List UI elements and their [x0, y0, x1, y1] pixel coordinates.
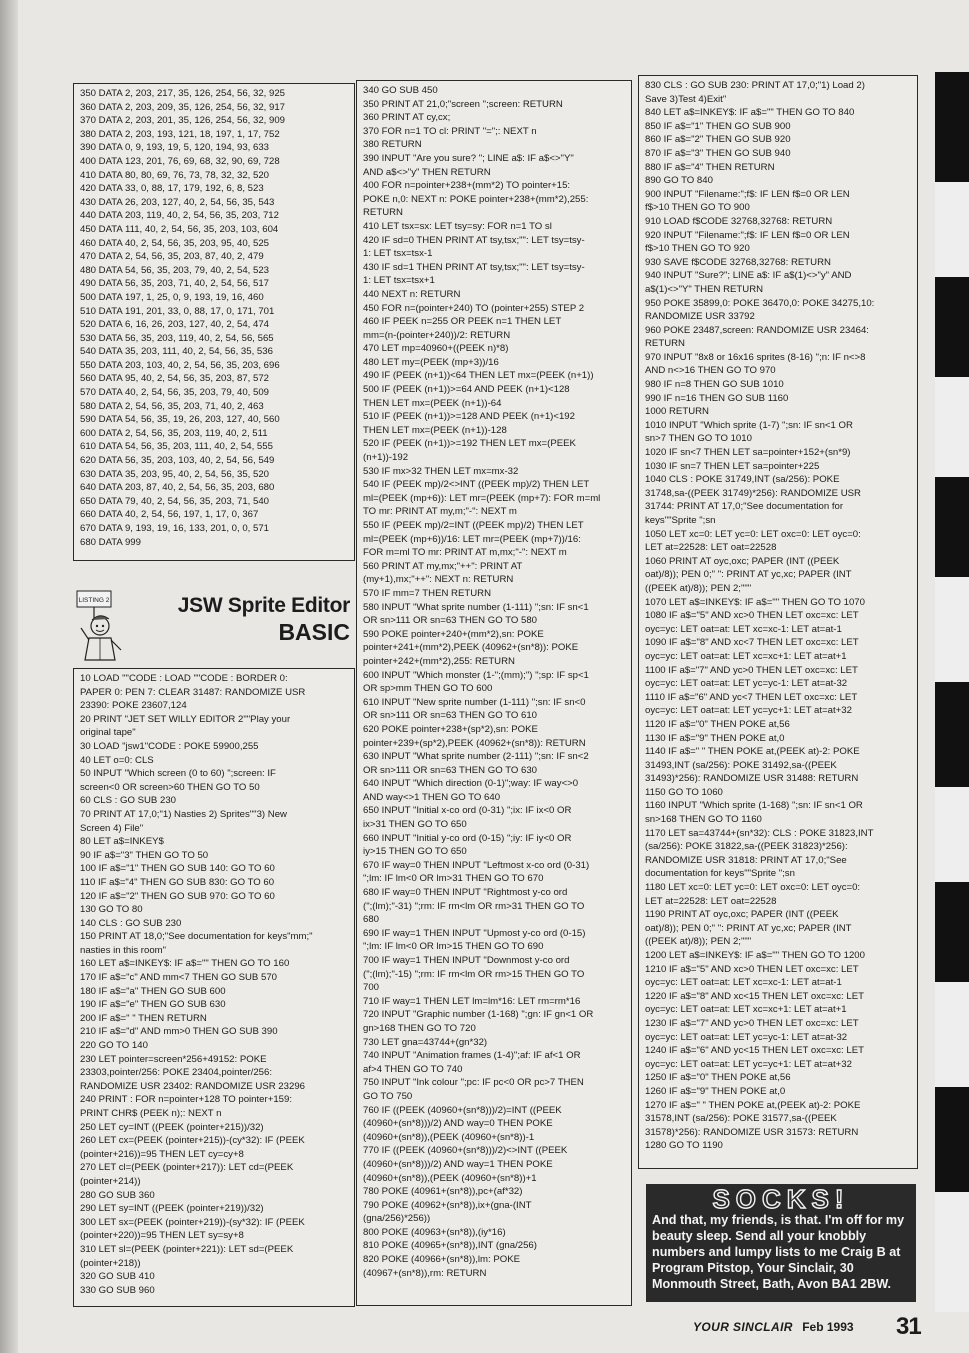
code-line: 1240 IF a$="6" AND yc<15 THEN LET oxc=xc: LET: [645, 1045, 864, 1057]
code-line: 960 POKE 23487,screen: RANDOMIZE USR 23464:: [645, 324, 869, 336]
code-line: 940 INPUT "Sure?"; LINE a$: IF a$(1)<>"y" AND: [645, 270, 852, 282]
code-line: 690 IF way=1 THEN INPUT "Upmost y-co ord (0-15): [363, 927, 586, 939]
code-line: 550 DATA 203, 103, 40, 2, 54, 56, 35, 203, 696: [80, 359, 280, 371]
code-line: RETURN: [645, 338, 685, 350]
code-line: 1: LET tsx=tsx-1: [363, 248, 433, 260]
code-line: 370 FOR n=1 TO cl: PRINT "=";: NEXT n: [363, 125, 537, 137]
code-line: (40960+(sn*8)))/2) AND way=1 THEN POKE: [363, 1158, 553, 1170]
code-line: PAPER 0: PEN 7: CLEAR 31487: RANDOMIZE USR: [80, 686, 306, 698]
code-line: 160 LET a$=INKEY$: IF a$="" THEN GO TO 160: [80, 958, 290, 970]
code-line: 570 DATA 40, 2, 54, 56, 35, 203, 79, 40, 509: [80, 387, 269, 399]
checkerboard-edge-strip: [935, 72, 969, 1312]
code-line: screen<0 OR screen>60 THEN GO TO 50: [80, 781, 260, 793]
code-line: 980 IF n=8 THEN GO SUB 1010: [645, 379, 784, 391]
code-line: RANDOMIZE USR 33792: [645, 311, 755, 323]
code-line: 300 LET sx=(PEEK (pointer+219))-(sy*32): IF (PEEK: [80, 1216, 305, 1228]
code-line: 1180 LET xc=0: LET yc=0: LET oxc=0: LET oyc=0:: [645, 882, 861, 894]
code-line: 1010 INPUT "Which sprite (1-7) ";sn: IF sn<1 OR: [645, 419, 853, 431]
code-line: 1100 IF a$="7" AND yc>0 THEN LET oxc=xc: LET: [645, 664, 858, 676]
code-line: 800 POKE (40963+(sn*8)),(iy*16): [363, 1226, 506, 1238]
code-line: 520 DATA 6, 16, 26, 203, 127, 40, 2, 54, 474: [80, 319, 269, 331]
code-line: a$(1)<>"Y" THEN RETURN: [645, 283, 764, 295]
code-line: 1130 IF a$="9" THEN POKE at,0: [645, 732, 785, 744]
code-line: 40 LET o=0: CLS: [80, 754, 154, 766]
code-line: 340 GO SUB 450: [363, 85, 438, 96]
code-line: 1170 LET sa=43744+(sn*32): CLS : POKE 31823,INT: [645, 827, 874, 839]
code-line: 870 IF a$="3" THEN GO SUB 940: [645, 147, 791, 159]
listing-2-badge-cartoon: [75, 588, 130, 664]
code-line: iy>15 THEN GO TO 650: [363, 846, 467, 858]
code-line: OR sn>111 OR sn=63 THEN GO TO 630: [363, 764, 538, 776]
code-line: 1140 IF a$=" " THEN POKE at,(PEEK at)-2: POKE: [645, 746, 860, 758]
code-line: 1110 IF a$="6" AND yc<7 THEN LET oxc=xc: LET: [645, 691, 858, 703]
code-line: (my+1),mx;"++": NEXT n: RETURN: [363, 574, 514, 586]
code-line: 820 POKE (40966+(sn*8)),lm: POKE: [363, 1254, 521, 1266]
code-line: (pointer+214)): [80, 1175, 141, 1187]
code-line: 590 DATA 54, 56, 35, 19, 26, 203, 127, 40, 560: [80, 414, 280, 426]
code-line: 600 DATA 2, 54, 56, 35, 203, 119, 40, 2, 511: [80, 427, 268, 439]
code-line: 1280 GO TO 1190: [645, 1140, 723, 1152]
code-line: 10 LOAD ""CODE : LOAD ""CODE : BORDER 0:: [80, 673, 288, 684]
code-line: 470 DATA 2, 54, 56, 35, 203, 87, 40, 2, 479: [80, 251, 264, 263]
code-line: mm=(n-(pointer+240))/2: RETURN: [363, 329, 511, 341]
code-line: 680 IF way=0 THEN INPUT "Rightmost y-co ord: [363, 887, 568, 899]
code-line: 480 DATA 54, 56, 35, 203, 79, 40, 2, 54, 523: [80, 264, 269, 276]
code-line: AND a$<>"y" THEN RETURN: [363, 166, 491, 178]
code-line: 130 GO TO 80: [80, 904, 143, 916]
code-line: 900 INPUT "Filename:";f$: IF LEN f$=0 OR LEN: [645, 188, 850, 200]
code-line: 450 DATA 111, 40, 2, 54, 56, 35, 203, 103, 604: [80, 223, 279, 235]
code-line: 740 INPUT "Animation frames (1-4)";af: IF af<1 OR: [363, 1050, 581, 1062]
code-line: documentation for keys""Sprite ";sn: [645, 868, 795, 880]
code-line: ";lm: IF lm<0 OR lm>31 THEN GO TO 670: [363, 873, 544, 885]
code-line: (40967+(sn*8)),rm: RETURN: [363, 1267, 487, 1279]
code-line: 1000 RETURN: [645, 406, 709, 418]
code-line: 240 PRINT : FOR n=pointer+128 TO pointer+159:: [80, 1094, 292, 1106]
code-line: 560 DATA 95, 40, 2, 54, 56, 35, 203, 87, 572: [80, 373, 269, 385]
code-line: 1270 IF a$=" " THEN POKE at,(PEEK at)-2: POKE: [645, 1099, 861, 1111]
code-line: (sa/256): POKE 31822,sa-((PEEK 31823)*256):: [645, 841, 848, 853]
code-line: oyc=yc: LET oat=at: LET xc=xc-1: LET at=at-1: [645, 623, 842, 635]
code-line: 110 IF a$="4" THEN GO SUB 830: GO TO 60: [80, 876, 275, 888]
code-line: ((PEEK at)/8)); PEN 2;""": [645, 936, 752, 948]
code-line: 120 IF a$="2" THEN GO SUB 970: GO TO 60: [80, 890, 275, 902]
code-line: 310 LET sl=(PEEK (pointer+221)): LET sd=(PEEK: [80, 1243, 294, 1255]
code-line: 23303,pointer/256: POKE 23404,pointer/256:: [80, 1067, 273, 1079]
code-line: 620 DATA 56, 35, 203, 103, 40, 2, 54, 56, 549: [80, 455, 275, 467]
code-line: oyc=yc: LET oat=at: LET xc=xc+1: LET at=at+1: [645, 1004, 847, 1016]
code-line: oyc=yc: LET oat=at: LET yc=yc-1: LET at=at-32: [645, 678, 848, 690]
code-line: 50 INPUT "Which screen (0 to 60) ";screen: IF: [80, 768, 276, 780]
code-line: 710 IF way=1 THEN LET lm=lm*16: LET rm=rm*16: [363, 995, 581, 1007]
code-line: 330 GO SUB 960: [80, 1284, 155, 1296]
code-line: 670 DATA 9, 193, 19, 16, 133, 201, 0, 0, 571: [80, 523, 269, 534]
code-line: 830 CLS : GO SUB 230: PRINT AT 17,0;"1) Load 2): [645, 80, 865, 91]
page-footer: [693, 1320, 854, 1334]
socks-signoff-box: [646, 1184, 916, 1302]
code-line: 190 IF a$="e" THEN GO SUB 630: [80, 999, 226, 1011]
code-line: ix>31 THEN GO TO 650: [363, 819, 467, 831]
code-line: OR sn>111 OR sn=63 THEN GO TO 610: [363, 710, 538, 722]
code-line: 430 IF sd=1 THEN PRINT AT tsy,tsx;"": LET tsy=tsy-: [363, 261, 585, 273]
code-line: 620 POKE pointer+238+(sp*2),sn: POKE: [363, 723, 538, 735]
code-line: pointer+242+(mm*2),255: RETURN: [363, 655, 515, 667]
code-line: sn>7 THEN GO TO 1010: [645, 433, 752, 445]
code-line: AND n<>16 THEN GO TO 970: [645, 365, 776, 377]
code-line: 480 LET my=(PEEK (mp+3))/16: [363, 356, 499, 368]
code-line: 230 LET pointer=screen*256+49152: POKE: [80, 1053, 267, 1065]
code-line: pointer+239+(sp*2),PEEK (40962+(sn*8)): RETURN: [363, 737, 586, 749]
code-line: 270 LET cl=(PEEK (pointer+217)): LET cd=(PEEK: [80, 1162, 294, 1174]
code-line: 660 DATA 40, 2, 54, 56, 197, 1, 17, 0, 367: [80, 509, 259, 521]
section-title-line2: BASIC: [278, 619, 350, 645]
listing-column-1-bottom: [73, 668, 355, 1307]
code-line: 140 CLS : GO SUB 230: [80, 917, 182, 929]
code-line: 440 NEXT n: RETURN: [363, 288, 461, 300]
code-line: 610 INPUT "New sprite number (1-111) ";sn: IF sn<0: [363, 696, 586, 708]
code-line: (n+1))-192: [363, 452, 409, 464]
code-line: 880 IF a$="4" THEN RETURN: [645, 161, 775, 173]
code-line: 930 SAVE f$CODE 32768,32768: RETURN: [645, 256, 831, 268]
code-line: 760 IF ((PEEK (40960+(sn*8)))/2)=INT ((PEEK: [363, 1104, 562, 1116]
code-line: 1210 IF a$="5" AND xc>0 THEN LET oxc=xc: LET: [645, 963, 859, 975]
code-line: oyc=yc: LET oat=at: LET yc=yc-1: LET at=at-32: [645, 1031, 848, 1043]
code-line: 530 IF mx>32 THEN LET mx=mx-32: [363, 465, 519, 477]
code-line: 630 DATA 35, 203, 95, 40, 2, 54, 56, 35, 520: [80, 468, 269, 480]
code-line: (pointer+216))=95 THEN LET cy=cy+8: [80, 1148, 244, 1160]
code-line: PRINT CHR$ (PEEK n);: NEXT n: [80, 1108, 222, 1119]
code-line: AND way<>1 THEN GO TO 640: [363, 791, 501, 803]
code-line: 1060 PRINT AT oyc,oxc; PAPER (INT ((PEEK: [645, 555, 840, 567]
code-line: f$>10 THEN GO TO 920: [645, 243, 750, 255]
code-line: 910 LOAD f$CODE 32768,32768: RETURN: [645, 215, 833, 227]
footer-date: Feb 1993: [802, 1320, 854, 1334]
code-line: 520 IF (PEEK (n+1))>=192 THEN LET mx=(PEEK: [363, 438, 576, 450]
code-line: 1220 IF a$="8" AND xc<15 THEN LET oxc=xc: LET: [645, 990, 864, 1002]
code-line: 23390: POKE 23607,124: [80, 700, 187, 712]
code-line: 360 PRINT AT cy,cx;: [363, 112, 451, 124]
code-line: 1150 GO TO 1060: [645, 786, 723, 798]
code-line: 31578,INT (sa/256): POKE 31577,sa-((PEEK: [645, 1113, 837, 1125]
code-line: (gna/256)*256)): [363, 1213, 431, 1225]
code-line: 390 DATA 0, 9, 193, 19, 5, 120, 194, 93, 633: [80, 142, 269, 154]
code-line: 1230 IF a$="7" AND yc>0 THEN LET oxc=xc: LET: [645, 1017, 859, 1029]
code-line: 350 DATA 2, 203, 217, 35, 126, 254, 56, 32, 925: [80, 88, 285, 99]
code-line: 850 IF a$="1" THEN GO SUB 900: [645, 120, 791, 132]
code-line: 460 IF PEEK n=255 OR PEEK n=1 THEN LET: [363, 316, 562, 328]
code-line: 380 DATA 2, 203, 193, 121, 18, 197, 1, 17, 752: [80, 128, 280, 140]
code-line: 550 IF (PEEK mp)/2=INT ((PEEK mp)/2) THEN LET: [363, 520, 584, 531]
code-line: 1090 IF a$="8" AND xc<7 THEN LET oxc=xc: LET: [645, 637, 859, 649]
code-line: (";(lm);"-31) ";rm: IF rm<lm OR rm>31 THEN GO TO: [363, 900, 585, 912]
code-line: 150 PRINT AT 18,0;"See documentation for keys"mm;": [80, 931, 313, 943]
code-line: 1080 IF a$="5" AND xc>0 THEN LET oxc=xc: LET: [645, 610, 859, 622]
code-line: 420 IF sd=0 THEN PRINT AT tsy,tsx;"": LET tsy=tsy-: [363, 234, 585, 246]
code-line: (";(lm);"-15) ";rm: IF rm<lm OR rm>15 THEN GO TO: [363, 968, 585, 980]
code-line: 1260 IF a$="9" THEN POKE at,0: [645, 1085, 786, 1097]
code-line: ml=(PEEK (mp+6)): LET mr=(PEEK (mp+7): FOR m=ml: [363, 492, 601, 504]
code-line: 500 IF (PEEK (n+1))>=64 AND PEEK (n+1)<128: [363, 384, 570, 396]
code-line: 260 LET cx=(PEEK (pointer+215))-(cy*32): IF (PEEK: [80, 1135, 305, 1147]
code-line: 400 DATA 123, 201, 76, 69, 68, 32, 90, 69, 728: [80, 155, 280, 167]
code-line: POKE n,0: NEXT n: POKE pointer+238+(mm*2),255:: [363, 193, 589, 205]
code-line: 460 DATA 40, 2, 54, 56, 35, 203, 95, 40, 525: [80, 237, 269, 249]
code-line: 890 GO TO 840: [645, 175, 713, 187]
code-line: 31748,sa-((PEEK 31749)*256): RANDOMIZE USR: [645, 487, 861, 499]
code-line: LET at=22528: LET oat=22528: [645, 895, 777, 907]
code-line: OR sp>mm THEN GO TO 600: [363, 683, 493, 695]
code-line: 530 DATA 56, 35, 203, 119, 40, 2, 54, 56, 565: [80, 332, 274, 344]
code-line: 410 LET tsx=sx: LET tsy=sy: FOR n=1 TO sl: [363, 220, 552, 232]
code-line: 1030 IF sn=7 THEN LET sa=pointer+225: [645, 460, 820, 472]
code-line: 540 DATA 35, 203, 111, 40, 2, 54, 56, 35, 536: [80, 346, 273, 358]
code-line: 220 GO TO 140: [80, 1040, 148, 1052]
code-line: pointer+241+(mm*2),PEEK (40962+(sn*8)): POKE: [363, 642, 579, 654]
code-line: 370 DATA 2, 203, 201, 35, 126, 254, 56, 32, 909: [80, 115, 285, 127]
code-line: oyc=yc: LET oat=at: LET xc=xc-1: LET at=at-1: [645, 977, 842, 989]
code-line: (40960+(sn*8)),(PEEK (40960+(sn*8))+1: [363, 1172, 537, 1184]
code-line: 440 DATA 203, 119, 40, 2, 54, 56, 35, 203, 712: [80, 210, 279, 222]
code-line: 680 DATA 999: [80, 536, 141, 548]
code-line: 30 LOAD "jsw1"CODE : POKE 59900,255: [80, 740, 259, 752]
code-line: 1120 IF a$="0" THEN POKE at,56: [645, 718, 790, 730]
code-line: 1070 LET a$=INKEY$: IF a$="" THEN GO TO 1070: [645, 596, 865, 608]
code-line: LET at=22528: LET oat=22528: [645, 542, 777, 554]
code-line: 780 POKE (40961+(sn*8)),pc+(af*32): [363, 1186, 523, 1198]
code-line: 31493,INT (sa/256): POKE 31492,sa-((PEEK: [645, 759, 837, 771]
code-line: RANDOMIZE USR 23402: RANDOMIZE USR 23296: [80, 1080, 305, 1092]
code-line: 1190 PRINT AT oyc,oxc; PAPER (INT ((PEEK: [645, 909, 839, 921]
code-line: 670 IF way=0 THEN INPUT "Leftmost x-co ord (0-31): [363, 859, 590, 871]
code-line: 860 IF a$="2" THEN GO SUB 920: [645, 134, 791, 146]
page-number: 31: [896, 1313, 921, 1340]
code-line: 570 IF mm=7 THEN RETURN: [363, 587, 492, 599]
code-line: 290 LET sy=INT ((PEEK (pointer+219))/32): [80, 1203, 264, 1215]
code-line: 180 IF a$="a" THEN GO SUB 600: [80, 985, 226, 997]
code-line: sn>168 THEN GO TO 1160: [645, 814, 762, 826]
listing-column-3: [638, 75, 918, 1169]
socks-text: And that, my friends, is that. I'm off for my beauty sleep. Send all your knobbly numbers and lumpy lists to me Craig B at Program Pitstop, Your Sinclair, 30 Monmouth Street, Bath, Avon BA1 2BW.: [652, 1213, 905, 1291]
code-line: 510 IF (PEEK (n+1))>=128 AND PEEK (n+1)<192: [363, 411, 575, 423]
code-line: 610 DATA 54, 56, 35, 203, 111, 40, 2, 54, 555: [80, 441, 273, 453]
code-line: 1250 IF a$="0" THEN POKE at,56: [645, 1072, 791, 1084]
code-line: 80 LET a$=INKEY$: [80, 836, 164, 848]
code-line: 1020 IF sn<7 THEN LET sa=pointer+152+(sn*9): [645, 447, 851, 459]
code-line: 430 DATA 26, 203, 127, 40, 2, 54, 56, 35, 543: [80, 196, 275, 208]
code-line: 450 FOR n=(pointer+240) TO (pointer+255) STEP 2: [363, 302, 585, 314]
code-line: RETURN: [363, 207, 403, 219]
code-line: 540 IF (PEEK mp)/2<>INT ((PEEK mp)/2) THEN LET: [363, 479, 590, 491]
code-line: 31744: PRINT AT 17,0;"See documentation for: [645, 501, 844, 513]
code-line: FOR m=ml TO mr: PRINT AT m,mx;"-": NEXT m: [363, 547, 567, 559]
code-line: 210 IF a$="d" AND mm>0 THEN GO SUB 390: [80, 1026, 278, 1038]
code-line: (pointer+220))=95 THEN LET sy=sy+8: [80, 1230, 244, 1242]
code-line: 640 INPUT "Which direction (0-1)";way: IF way<>0: [363, 778, 579, 790]
code-line: 750 INPUT "Ink colour ";pc: IF pc<0 OR pc>7 THEN: [363, 1077, 584, 1089]
code-line: 630 INPUT "What sprite number (2-111) ";sn: IF sn<2: [363, 751, 589, 763]
code-line: 250 LET cy=INT ((PEEK (pointer+215))/32): [80, 1121, 264, 1133]
code-line: GO TO 750: [363, 1090, 413, 1102]
code-line: oat)/8)); PEN 0;" ": PRINT AT yc,xc; PAPER (INT: [645, 569, 852, 581]
code-line: 950 POKE 35899,0: POKE 36470,0: POKE 34275,10:: [645, 297, 875, 309]
code-line: 770 IF ((PEEK (40960+(sn*8)))/2)<>INT ((PEEK: [363, 1145, 568, 1157]
code-line: 170 IF a$="c" AND mm<7 THEN GO SUB 570: [80, 972, 277, 984]
code-line: 31493)*256): RANDOMIZE USR 31488: RETURN: [645, 773, 859, 785]
code-line: 810 POKE (40965+(sn*8)),INT (gna/256): [363, 1240, 537, 1252]
code-line: 470 LET mp=40960+((PEEK n)*8): [363, 343, 509, 355]
code-line: Save 3)Test 4)Exit": [645, 93, 727, 105]
code-line: 580 DATA 2, 54, 56, 35, 203, 71, 40, 2, 463: [80, 400, 264, 412]
code-line: 420 DATA 33, 0, 88, 17, 179, 192, 6, 8, 523: [80, 183, 264, 195]
code-line: 700 IF way=1 THEN INPUT "Downmost y-co ord: [363, 955, 570, 966]
code-line: 1200 LET a$=INKEY$: IF a$="" THEN GO TO 1200: [645, 950, 865, 961]
code-line: TO mr: PRINT AT my,m;"-": NEXT m: [363, 506, 517, 518]
code-line: 790 POKE (40962+(sn*8)),ix+(gna-(INT: [363, 1199, 532, 1211]
code-line: af>4 THEN GO TO 740: [363, 1063, 463, 1075]
code-line: 600 INPUT "Which monster (1-";(mm);") ";sp: IF sp<1: [363, 669, 589, 681]
code-line: 700: [363, 982, 380, 994]
listing-badge-label: LISTING 2: [78, 597, 110, 604]
code-line: 1: LET tsx=tsx+1: [363, 275, 435, 287]
code-line: 1040 CLS : POKE 31749,INT (sa/256): POKE: [645, 474, 840, 486]
listing-column-2: [356, 80, 632, 1306]
code-line: THEN LET mx=(PEEK (n+1))-64: [363, 397, 502, 409]
code-line: 90 IF a$="3" THEN GO TO 50: [80, 849, 209, 861]
code-line: Screen 4) File": [80, 822, 144, 834]
code-line: oat)/8)); PEN 0;" ": PRINT AT yc,xc; PAPER (INT: [645, 922, 852, 934]
code-line: f$>10 THEN GO TO 900: [645, 202, 750, 214]
code-line: OR sn>111 OR sn=63 THEN GO TO 580: [363, 615, 538, 627]
code-line: gn>168 THEN GO TO 720: [363, 1022, 476, 1034]
code-line: 580 INPUT "What sprite number (1-111) ";sn: IF sn<1: [363, 601, 589, 613]
code-line: ((PEEK at)/8)); PEN 2;""": [645, 582, 752, 594]
code-line: 100 IF a$="1" THEN GO SUB 140: GO TO 60: [80, 863, 275, 875]
code-line: 640 DATA 203, 87, 40, 2, 54, 56, 35, 203, 680: [80, 482, 275, 494]
code-line: 400 FOR n=pointer+238+(mm*2) TO pointer+15:: [363, 180, 571, 192]
code-line: 920 INPUT "Filename:";f$: IF LEN f$=0 OR LEN: [645, 229, 850, 241]
code-line: original tape": [80, 727, 136, 739]
code-line: keys""Sprite ";sn: [645, 515, 716, 526]
code-line: 650 DATA 79, 40, 2, 54, 56, 35, 203, 71, 540: [80, 495, 269, 507]
code-line: 1050 LET xc=0: LET yc=0: LET oxc=0: LET oyc=0:: [645, 528, 861, 540]
code-line: 500 DATA 197, 1, 25, 0, 9, 193, 19, 16, 460: [80, 291, 264, 303]
listing-column-1-top: [73, 83, 355, 561]
code-line: 490 IF (PEEK (n+1))<64 THEN LET mx=(PEEK (n+1)): [363, 370, 594, 382]
code-line: 360 DATA 2, 203, 209, 35, 126, 254, 56, 32, 917: [80, 101, 285, 113]
page-gutter-shadow: [0, 0, 18, 1353]
code-line: 410 DATA 80, 80, 69, 76, 73, 78, 32, 32, 520: [80, 169, 269, 181]
code-line: 320 GO SUB 410: [80, 1271, 155, 1283]
code-line: 390 INPUT "Are you sure? "; LINE a$: IF a$<>"Y": [363, 152, 574, 164]
code-line: 680: [363, 914, 380, 926]
code-line: 510 DATA 191, 201, 33, 0, 88, 17, 0, 171, 701: [80, 305, 275, 317]
code-line: 280 GO SUB 360: [80, 1189, 155, 1201]
code-line: (pointer+218)): [80, 1257, 141, 1269]
socks-title: SOCKS!: [712, 1184, 850, 1214]
code-line: 590 POKE pointer+240+(mm*2),sn: POKE: [363, 628, 544, 640]
code-line: 650 INPUT "Initial x-co ord (0-31) ";ix: IF ix<0 OR: [363, 805, 572, 817]
code-line: 60 CLS : GO SUB 230: [80, 795, 176, 807]
code-line: oyc=yc: LET oat=at: LET yc=yc+1: LET at=at+32: [645, 705, 852, 717]
code-line: 380 RETURN: [363, 139, 422, 151]
code-line: 730 LET gna=43744+(gn*32): [363, 1036, 488, 1048]
code-line: 990 IF n=16 THEN GO SUB 1160: [645, 392, 789, 404]
code-line: 200 IF a$=" " THEN RETURN: [80, 1012, 207, 1024]
code-line: THEN LET mx=(PEEK (n+1))-128: [363, 424, 507, 436]
code-line: oyc=yc: LET oat=at: LET xc=xc+1: LET at=at+1: [645, 650, 847, 662]
code-line: 20 PRINT "JET SET WILLY EDITOR 2""Play your: [80, 713, 291, 725]
code-line: 31578)*256): RANDOMIZE USR 31573: RETURN: [645, 1126, 859, 1138]
code-line: 660 INPUT "Initial y-co ord (0-15) ";iy: IF iy<0 OR: [363, 832, 572, 844]
code-line: oyc=yc: LET oat=at: LET yc=yc+1: LET at=at+32: [645, 1058, 852, 1070]
code-line: (40960+(sn*8)),(PEEK (40960+(sn*8))-1: [363, 1131, 535, 1143]
code-line: ml=(PEEK (mp+6))/16: LET mr=(PEEK (mp+7))/16:: [363, 533, 581, 545]
section-title-line1: JSW Sprite Editor: [177, 594, 350, 617]
code-line: ";lm: IF lm<0 OR lm>15 THEN GO TO 690: [363, 941, 544, 953]
code-line: 720 INPUT "Graphic number (1-168) ";gn: IF gn<1 OR: [363, 1009, 594, 1021]
code-line: 350 PRINT AT 21,0;"screen ";screen: RETURN: [363, 98, 563, 110]
code-line: 70 PRINT AT 17,0;"1) Nasties 2) Sprites""3) New: [80, 808, 287, 820]
code-line: 490 DATA 56, 35, 203, 71, 40, 2, 54, 56, 517: [80, 278, 269, 290]
code-line: 840 LET a$=INKEY$: IF a$="" THEN GO TO 840: [645, 107, 855, 119]
code-line: 560 PRINT AT my,mx;"++": PRINT AT: [363, 560, 523, 572]
code-line: 970 INPUT "8x8 or 16x16 sprites (8-16) ";n: IF n<>8: [645, 351, 866, 363]
code-line: 1160 INPUT "Which sprite (1-168) ";sn: IF sn<1 OR: [645, 800, 863, 812]
footer-magazine: YOUR SINCLAIR: [693, 1320, 793, 1334]
code-line: nasties in this room": [80, 944, 167, 956]
code-line: RANDOMIZE USR 31818: PRINT AT 17,0;"See: [645, 854, 847, 866]
code-line: (40960+(sn*8)))/2) AND way=0 THEN POKE: [363, 1118, 553, 1130]
